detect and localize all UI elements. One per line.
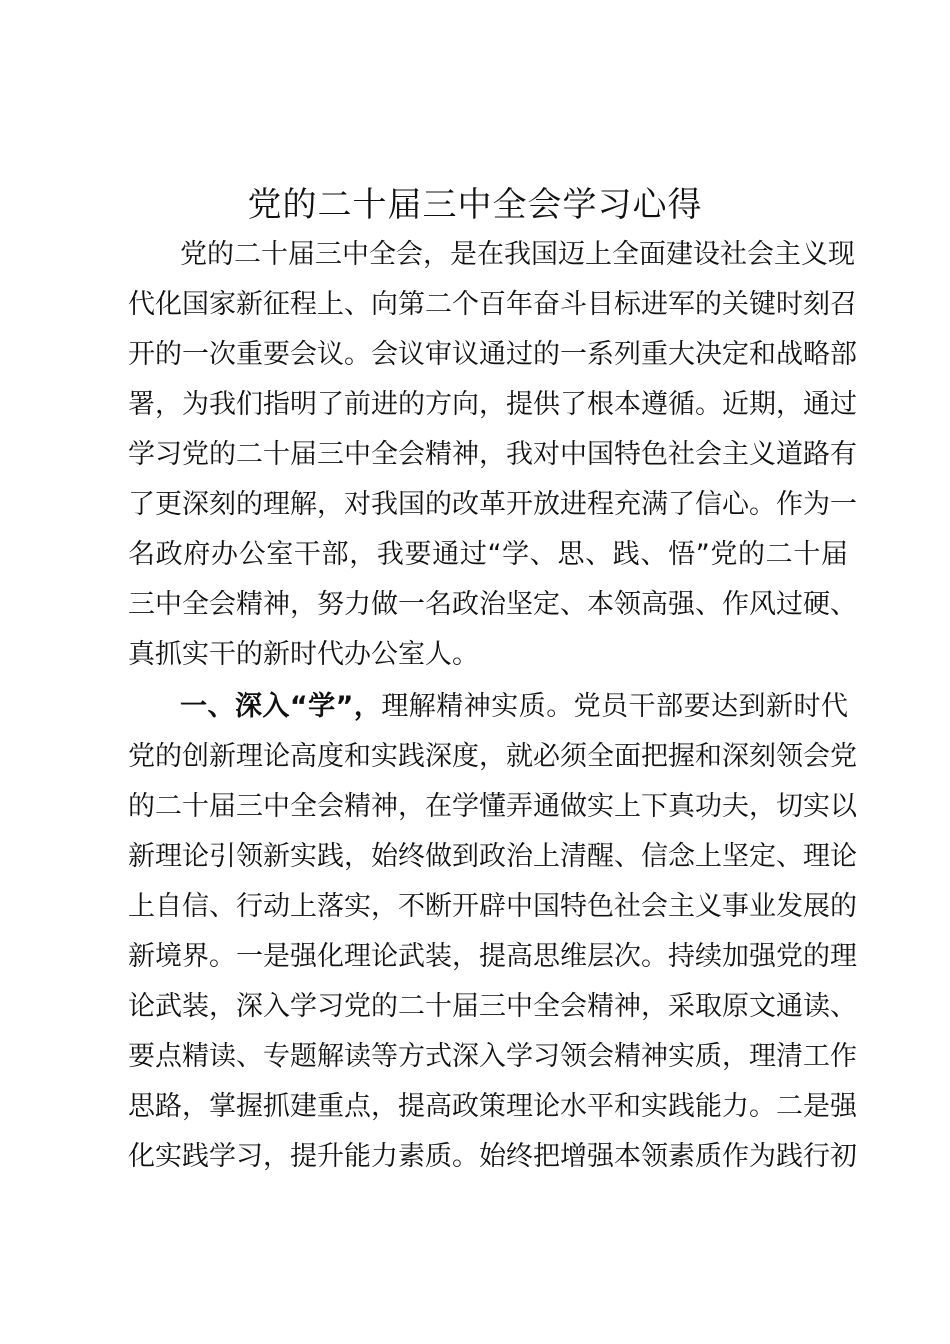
paragraph-1-line-2: 代化国家新征程上、向第二个百年奋斗目标进军的关键时刻召 bbox=[128, 289, 857, 320]
section-heading: 一、深入“学”， bbox=[180, 691, 382, 722]
paragraph-1-line-3: 开的一次重要会议。会议审议通过的一系列重大决定和战略部 bbox=[128, 339, 857, 370]
paragraph-1-line-1: 党的二十届三中全会，是在我国迈上全面建设社会主义现 bbox=[180, 239, 855, 270]
paragraph-1-line-9: 真抓实干的新时代办公室人。 bbox=[128, 639, 479, 670]
paragraph-2-line-9: 思路，掌握抓建重点，提高政策理论水平和实践能力。二是强 bbox=[128, 1091, 857, 1122]
paragraph-2-line-6: 新境界。一是强化理论武装，提高思维层次。持续加强党的理 bbox=[128, 941, 857, 972]
paragraph-2-line-1 bbox=[128, 682, 848, 732]
paragraph-2-line-3: 的二十届三中全会精神，在学懂弄通做实上下真功夫，切实以 bbox=[128, 791, 857, 822]
paragraph-1-line-8: 三中全会精神，努力做一名政治坚定、本领高强、作风过硬、 bbox=[128, 589, 857, 620]
paragraph-1-line-6: 了更深刻的理解，对我国的改革开放进程充满了信心。作为一 bbox=[128, 489, 857, 520]
paragraph-1-line-4: 署，为我们指明了前进的方向，提供了根本遵循。近期，通过 bbox=[128, 389, 857, 420]
paragraph-2-line-1-text: 理解精神实质。党员干部要达到新时代 bbox=[381, 691, 848, 722]
paragraph-2-line-4: 新理论引领新实践，始终做到政治上清醒、信念上坚定、理论 bbox=[128, 841, 857, 872]
paragraph-2-line-8: 要点精读、专题解读等方式深入学习领会精神实质，理清工作 bbox=[128, 1041, 857, 1072]
document-title: 党的二十届三中全会学习心得 bbox=[247, 185, 703, 225]
paragraph-1-line-5: 学习党的二十届三中全会精神，我对中国特色社会主义道路有 bbox=[128, 439, 857, 470]
document-body bbox=[128, 230, 857, 1182]
paragraph-2-line-10: 化实践学习，提升能力素质。始终把增强本领素质作为践行初 bbox=[128, 1141, 857, 1172]
paragraph-2-line-7: 论武装，深入学习党的二十届三中全会精神，采取原文通读、 bbox=[128, 991, 857, 1022]
paragraph-2-line-5: 上自信、行动上落实，不断开辟中国特色社会主义事业发展的 bbox=[128, 891, 857, 922]
paragraph-1-line-7: 名政府办公室干部，我要通过“学、思、践、悟”党的二十届 bbox=[128, 539, 848, 570]
paragraph-2-line-2: 党的创新理论高度和实践深度，就必须全面把握和深刻领会党 bbox=[128, 741, 857, 772]
